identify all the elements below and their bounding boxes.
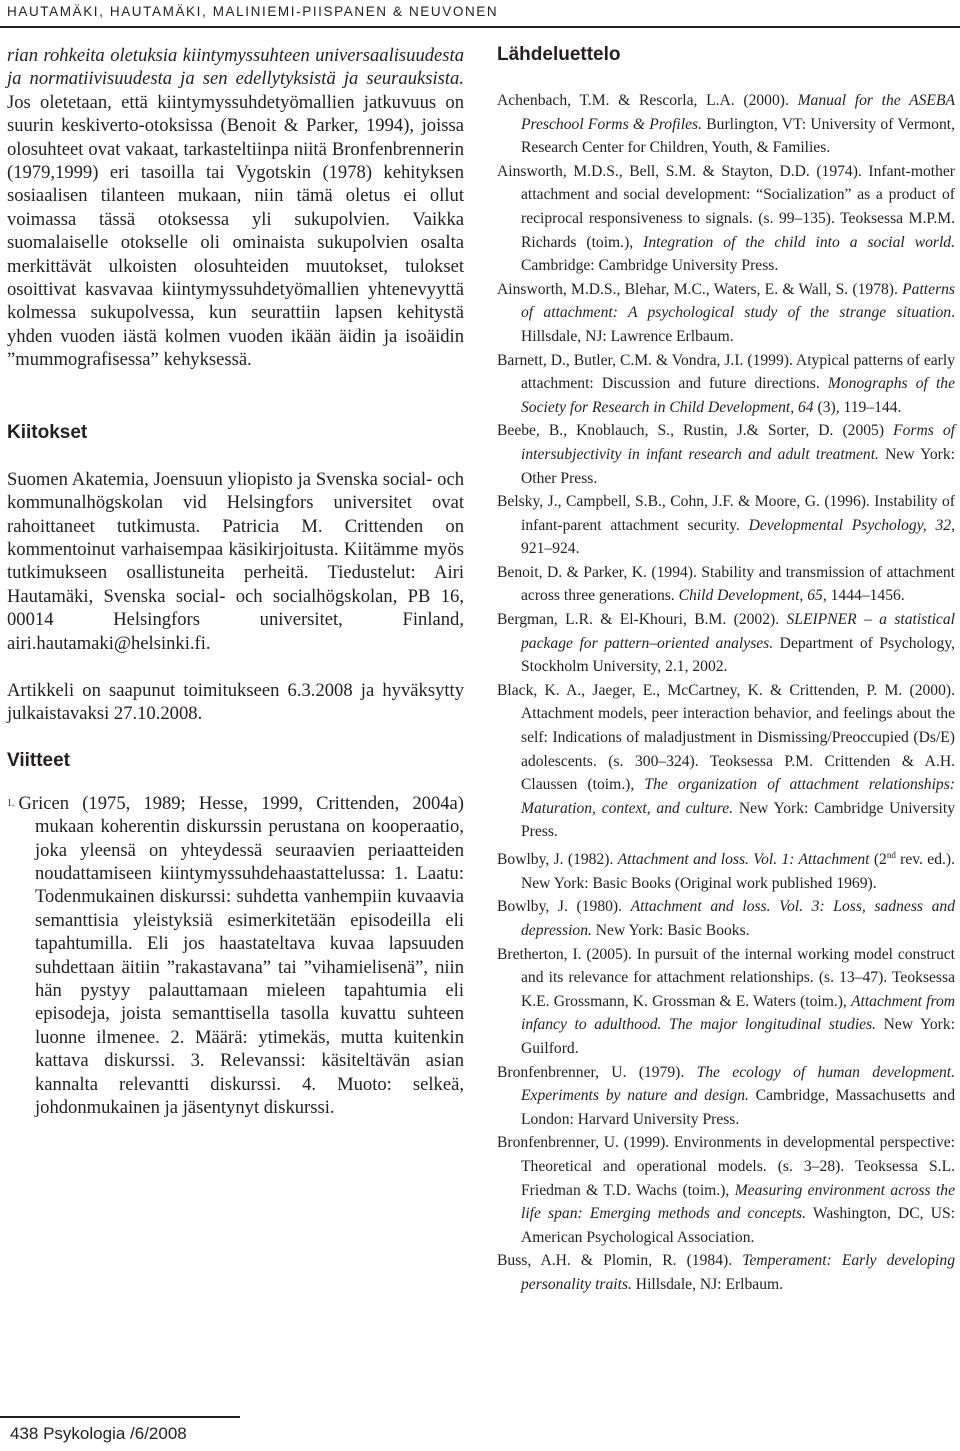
reference-text: . Hillsdale, NJ: Lawrence Erlbaum. bbox=[521, 304, 955, 345]
reference-text: Ainsworth, M.D.S., Bell, S.M. & Stayton, D.D. (1974). Infant-mother attachment and social development: “Socialization” as a product of reciprocal responsiveness to signals. (s. 99–135). Teoksessa M.P.M. Richards (toim.), bbox=[497, 162, 955, 251]
reference-title: Developmental Psychology, 32, bbox=[748, 516, 955, 534]
reference-title: Temperament: Early developing personality traits. bbox=[521, 1252, 955, 1293]
running-head-authors: HAUTAMÄKI, HAUTAMÄKI, MALINIEMI-PIISPANEN & NEUVONEN bbox=[7, 4, 499, 19]
reference-text: rev. ed.). New York: Basic Books (Original work published 1969). bbox=[521, 851, 955, 892]
reference-item bbox=[497, 160, 955, 278]
reference-title: Attachment and loss. Vol. 3: Loss, sadness and depression. bbox=[521, 898, 955, 939]
reference-item bbox=[497, 490, 955, 561]
reference-title: Measuring environment across the life span: Emerging methods and concepts. bbox=[521, 1181, 955, 1223]
reference-item bbox=[497, 1061, 955, 1132]
footnote-1 bbox=[7, 792, 464, 1120]
reference-item bbox=[497, 561, 955, 608]
reference-item bbox=[497, 1131, 955, 1249]
reference-text: Barnett, D., Butler, C.M. & Vondra, J.I. (1999). Atypical patterns of early attachment: Discussion and future directions. bbox=[497, 351, 955, 393]
reference-item bbox=[497, 844, 955, 895]
page-footer bbox=[0, 1416, 240, 1451]
footnote-text: Gricen (1975, 1989; Hesse, 1999, Crittenden, 2004a) mukaan koherentin diskurssin perustana on kooperaatio, joka yleensä on yhteydessä seuraavien periaatteiden noudattamiseen kiintymyssuhdehaastattelussa: 1. Laatu: Todenmukainen diskurssi: suhdetta vanhempiin kuvaavia semanttisia yleistyksiä esimerkitetään episodeilla eli tapahtumilla. Eli jos haastateltava kuvaa lapsuuden suhdettaan äitiin ”rakastavana” tai ”vihamielisenä”, niin hän pystyy palauttamaan mieleen tapahtumia eli episodeja, joista semanttisella tasolla kuvattu suhteen luonne ilmenee. 2. Määrä: ytimekäs, mutta kuitenkin kattava diskurssi. 3. Relevanssi: käsiteltävän asian kannalta relevantti diskurssi. 4. Muoto: selkeä, johdonmukainen ja jäsentynyt diskurssi. bbox=[18, 792, 464, 1119]
reference-list bbox=[497, 89, 955, 1296]
reference-title: The organization of attachment relationships: Maturation, context, and culture. bbox=[521, 776, 955, 817]
reference-item bbox=[497, 349, 955, 420]
left-column bbox=[7, 44, 464, 1119]
reference-text: Buss, A.H. & Plomin, R. (1984). bbox=[497, 1252, 743, 1270]
reference-text: New York: Cambridge University Press. bbox=[521, 799, 955, 841]
reference-text: Belsky, J., Campbell, S.B., Cohn, J.F. & Moore, G. (1996). Instability of infant-parent attachment security. bbox=[497, 493, 955, 534]
reference-item bbox=[497, 608, 955, 679]
reference-text: New York: Basic Books. bbox=[591, 921, 750, 939]
reference-text: Cambridge: Cambridge University Press. bbox=[521, 257, 779, 275]
reference-text: New York: Other Press. bbox=[521, 445, 956, 487]
reference-text: Department of Psychology, Stockholm University, 2.1, 2002. bbox=[521, 634, 955, 676]
received-note: Artikkeli on saapunut toimitukseen 6.3.2008 ja hyväksytty julkaistavaksi 27.10.2008. bbox=[7, 679, 464, 725]
body-paragraph bbox=[7, 44, 464, 372]
reference-item bbox=[497, 943, 955, 1061]
reference-text: Achenbach, T.M. & Rescorla, L.A. (2000). bbox=[497, 92, 798, 109]
reference-text: 1444–1456. bbox=[826, 587, 905, 605]
body-paragraph-text: Jos oletetaan, että kiintymyssuhdetyömallien jatkuvuus on suurin keskiverto-otoksissa (Benoit & Parker, 1994), joissa olosuhteet ovat vakaat, tarkasteltiinpa niitä Bronfenbrennerin (1979,1999) eri tasoilla tai Vygotskin (1978) kehityksen sosiaalisen tilanteen mukaan, niin tämä oletus ei ollut voimassa tässä otoksessa yli sukupolvien. Vaikka suomalaiselle otokselle oli ominaista sukupolvien osalta merkittävät ulkoisten olosuhteiden muutokset, tulokset osoittivat kasvavaa kiintymyssuhdetyömallien yhtenevyyttä kolmessa sukupolvessa, kun seurattiin lapsen kehitystä yhden vuoden iästä kolmen vuoden ikään äidin ja isoäidin ”mummografisessa” kehyksessä. bbox=[7, 91, 464, 371]
reference-item bbox=[497, 679, 955, 844]
reference-text: Bowlby, J. (1980). bbox=[497, 898, 631, 916]
reference-title: The ecology of human development. Experiments by nature and design. bbox=[521, 1063, 955, 1105]
reference-text: Cambridge, Massachusetts and London: Harvard University Press. bbox=[521, 1087, 955, 1128]
reference-text: Bronfenbrenner, U. (1979). bbox=[497, 1063, 697, 1081]
reference-item bbox=[497, 895, 955, 942]
reference-text: Ainsworth, M.D.S., Blehar, M.C., Waters, E. & Wall, S. (1978). bbox=[497, 280, 903, 298]
footnote-number: 1. bbox=[7, 797, 15, 809]
reference-item bbox=[497, 89, 955, 160]
reference-text: 921–924. bbox=[521, 540, 580, 558]
body-paragraph-italic: rian rohkeita oletuksia kiintymyssuhteen universaalisuudesta ja normatiivisuudesta ja sen edellytyksistä ja seurauksista. bbox=[7, 45, 464, 90]
reference-title: Forms of intersubjectivity in infant research and adult treatment. bbox=[521, 422, 955, 463]
reference-text: Hillsdale, NJ: Erlbaum. bbox=[631, 1275, 784, 1293]
reference-title: Manual for the ASEBA Preschool Forms & Profiles. bbox=[521, 92, 956, 133]
reference-text: Black, K. A., Jaeger, E., McCartney, K. & Crittenden, P. M. (2000). Attachment models, peer interaction behavior, and feelings about the self: Indications of maladjustment in Dismissing/Preoccupied (Ds/E) adolescents. (s. 300–324). Teoksessa P.M. Crittenden & A.H. Claussen (toim.), bbox=[497, 681, 955, 794]
page-number-journal: 438 Psykologia /6/2008 bbox=[10, 1424, 187, 1443]
reference-text: Benoit, D. & Parker, K. (1994). Stability and transmission of attachment across three generations. bbox=[497, 563, 955, 605]
reference-text: Bowlby, J. (1982). bbox=[497, 851, 618, 869]
reference-text: Beebe, B., Knoblauch, S., Rustin, J.& Sorter, D. (2005) bbox=[497, 422, 894, 440]
reference-superscript: nd bbox=[886, 850, 896, 860]
reference-item bbox=[497, 419, 955, 490]
reference-title: Attachment and loss. Vol. 1: Attachment bbox=[617, 851, 870, 869]
reference-text: Bronfenbrenner, U. (1999). Environments in developmental perspective: Theoretical and operational models. (s. 3–28). Teoksessa S.L. Friedman & T.D. Wachs (toim.), bbox=[497, 1134, 955, 1199]
reference-text: Bretherton, I. (2005). In pursuit of the internal working model construct and its relevance for attachment relationships. (s. 13–47). Teoksessa K.E. Grossmann, K. Grossman & E. Waters (toim.), bbox=[497, 945, 955, 1010]
running-head bbox=[0, 0, 960, 28]
reference-title: Monographs of the Society for Research in Child Development, 64 bbox=[521, 375, 956, 416]
reference-text: (3), 119–144. bbox=[813, 398, 902, 416]
reference-item bbox=[497, 278, 955, 349]
reference-text: Washington, DC, US: American Psychological Association. bbox=[521, 1205, 955, 1246]
notes-heading: Viitteet bbox=[7, 749, 71, 771]
reference-text: (2 bbox=[869, 851, 887, 869]
reference-item bbox=[497, 1249, 955, 1296]
references-heading: Lähdeluettelo bbox=[497, 44, 621, 65]
reference-title: SLEIPNER – a statistical package for pattern–oriented analyses. bbox=[521, 611, 955, 652]
reference-title: Attachment from infancy to adulthood. The major longitudinal studies. bbox=[521, 992, 956, 1034]
acknowledgements-heading: Kiitokset bbox=[7, 421, 88, 443]
right-column bbox=[497, 44, 955, 1296]
acknowledgements-text: Suomen Akatemia, Joensuun yliopisto ja Svenska social- och kommunalhögskolan vid Helsingfors universitet ovat rahoittaneet tutkimusta. Patricia M. Crittenden on kommentoinut varhaisempaa käsikirjoitusta. Kiitämme myös tutkimukseen osallistuneita perheitä. Tiedustelut: Airi Hautamäki, Svenska social- och socialhögskolan, PB 16, 00014 Helsingfors universitet, Finland, airi.hautamaki@helsinki.fi. bbox=[7, 468, 464, 654]
reference-title: Integration of the child into a social world. bbox=[643, 233, 955, 251]
reference-title: Child Development, 65, bbox=[678, 587, 827, 605]
reference-text: New York: Guilford. bbox=[521, 1016, 955, 1057]
reference-text: Bergman, L.R. & El-Khouri, B.M. (2002). bbox=[497, 611, 787, 629]
reference-text: Burlington, VT: University of Vermont, Research Center for Children, Youth, & Families. bbox=[521, 115, 955, 157]
reference-title: Patterns of attachment: A psychological study of the strange situation bbox=[521, 280, 955, 322]
